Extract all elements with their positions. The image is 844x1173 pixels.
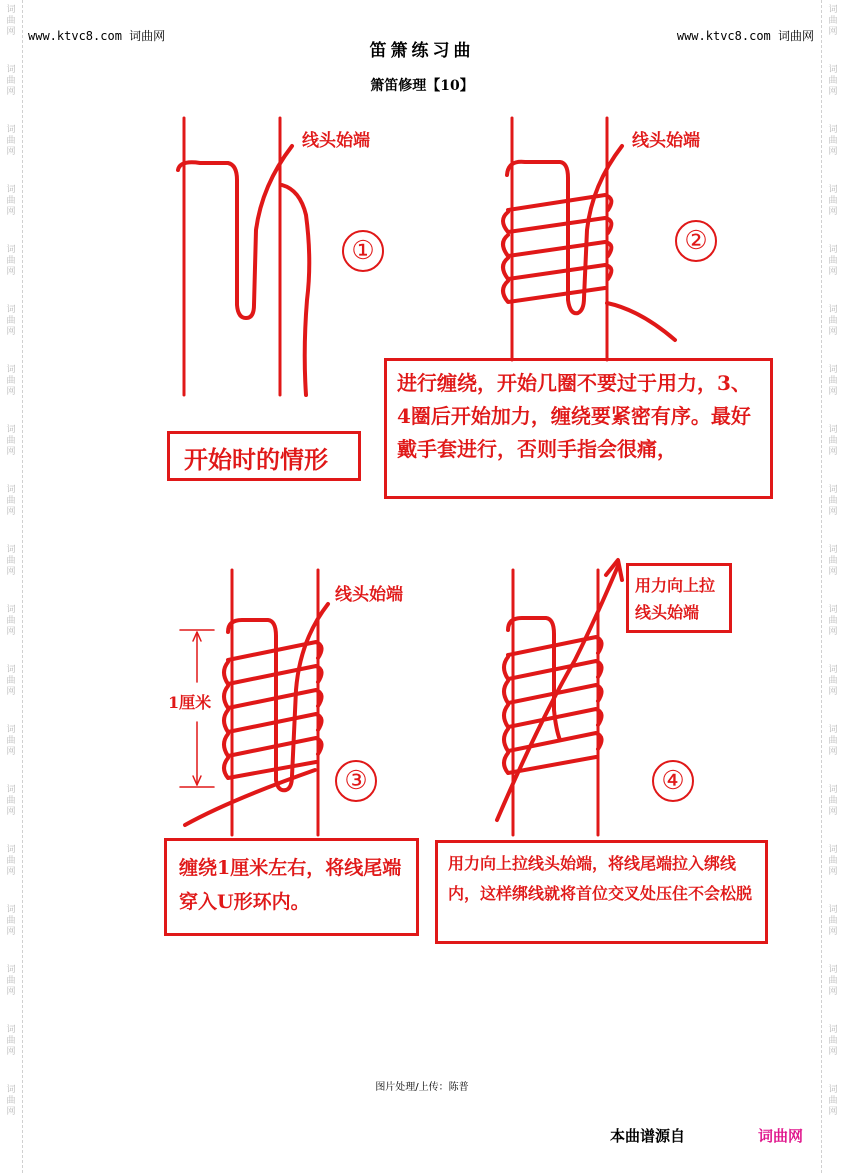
watermark-text: 词曲网 <box>6 65 16 97</box>
panel-2-caption: 进行缠绕，开始几圈不要过于用力，3、4圈后开始加力，缠绕要紧密有序。最好戴手套进行，否则手指会很痛， <box>384 358 773 499</box>
watermark-text: 词曲网 <box>828 605 838 637</box>
panel-1-thread-label: 线头始端 <box>302 131 370 151</box>
watermark-text: 词曲网 <box>828 665 838 697</box>
watermark-text: 词曲网 <box>828 245 838 277</box>
watermark-text: 词曲网 <box>828 125 838 157</box>
watermark-text: 词曲网 <box>6 185 16 217</box>
watermark-text: 词曲网 <box>828 1085 838 1117</box>
watermark-text: 词曲网 <box>6 485 16 517</box>
panel-4-number: ④ <box>652 760 694 802</box>
panel-3-thread-label: 线头始端 <box>335 585 403 605</box>
watermark-text: 词曲网 <box>828 485 838 517</box>
panel-4-pull-label: 用力向上拉线头始端 <box>626 563 732 633</box>
panel-3-number: ③ <box>335 760 377 802</box>
panel-2-number: ② <box>675 220 717 262</box>
watermark-text: 词曲网 <box>6 1025 16 1057</box>
watermark-text: 词曲网 <box>828 965 838 997</box>
image-credit: 图片处理/上传：陈普 <box>375 1082 469 1093</box>
watermark-text: 词曲网 <box>828 725 838 757</box>
watermark-text: 词曲网 <box>6 545 16 577</box>
panel-3-measure-label: 1厘米 <box>168 693 212 712</box>
panel-2-drawing <box>503 118 675 360</box>
watermark-text: 词曲网 <box>828 425 838 457</box>
watermark-text: 词曲网 <box>6 125 16 157</box>
watermark-text: 词曲网 <box>6 5 16 37</box>
watermark-text: 词曲网 <box>6 845 16 877</box>
panel-2-thread-label: 线头始端 <box>632 131 700 151</box>
source-link[interactable]: 词曲网 <box>758 1127 804 1145</box>
watermark-text: 词曲网 <box>828 185 838 217</box>
panel-1-number: ① <box>342 230 384 272</box>
watermark-text: 词曲网 <box>6 905 16 937</box>
watermark-text: 词曲网 <box>6 605 16 637</box>
page-subtitle: 箫笛修理【10】 <box>370 78 474 94</box>
watermark-text: 词曲网 <box>828 905 838 937</box>
watermark-text: 词曲网 <box>6 725 16 757</box>
watermark-text: 词曲网 <box>6 665 16 697</box>
site-url-right[interactable]: www.ktvc8.com 词曲网 <box>676 29 814 43</box>
watermark-text: 词曲网 <box>828 5 838 37</box>
watermark-text: 词曲网 <box>6 245 16 277</box>
panel-1-drawing <box>178 118 309 395</box>
watermark-text: 词曲网 <box>6 785 16 817</box>
panel-3-caption: 缠绕1厘米左右，将线尾端穿入U形环内。 <box>164 838 419 936</box>
watermark-text: 词曲网 <box>828 365 838 397</box>
watermark-text: 词曲网 <box>6 305 16 337</box>
watermark-text: 词曲网 <box>828 1025 838 1057</box>
watermark-text: 词曲网 <box>828 785 838 817</box>
watermark-text: 词曲网 <box>6 425 16 457</box>
watermark-text: 词曲网 <box>6 365 16 397</box>
site-url-left[interactable]: www.ktvc8.com 词曲网 <box>28 29 166 43</box>
watermark-text: 词曲网 <box>828 845 838 877</box>
watermark-text: 词曲网 <box>6 1085 16 1117</box>
watermark-text: 词曲网 <box>828 545 838 577</box>
page-title: 笛箫练习曲 <box>369 41 475 61</box>
watermark-text: 词曲网 <box>6 965 16 997</box>
watermark-text: 词曲网 <box>828 65 838 97</box>
panel-1-caption: 开始时的情形 <box>167 431 361 481</box>
watermark-text: 词曲网 <box>828 305 838 337</box>
panel-4-caption: 用力向上拉线头始端，将线尾端拉入绑线内，这样绑线就将首位交叉处压住不会松脱 <box>435 840 768 944</box>
panel-4-drawing <box>497 560 622 835</box>
source-label: 本曲谱源自 <box>610 1127 686 1145</box>
